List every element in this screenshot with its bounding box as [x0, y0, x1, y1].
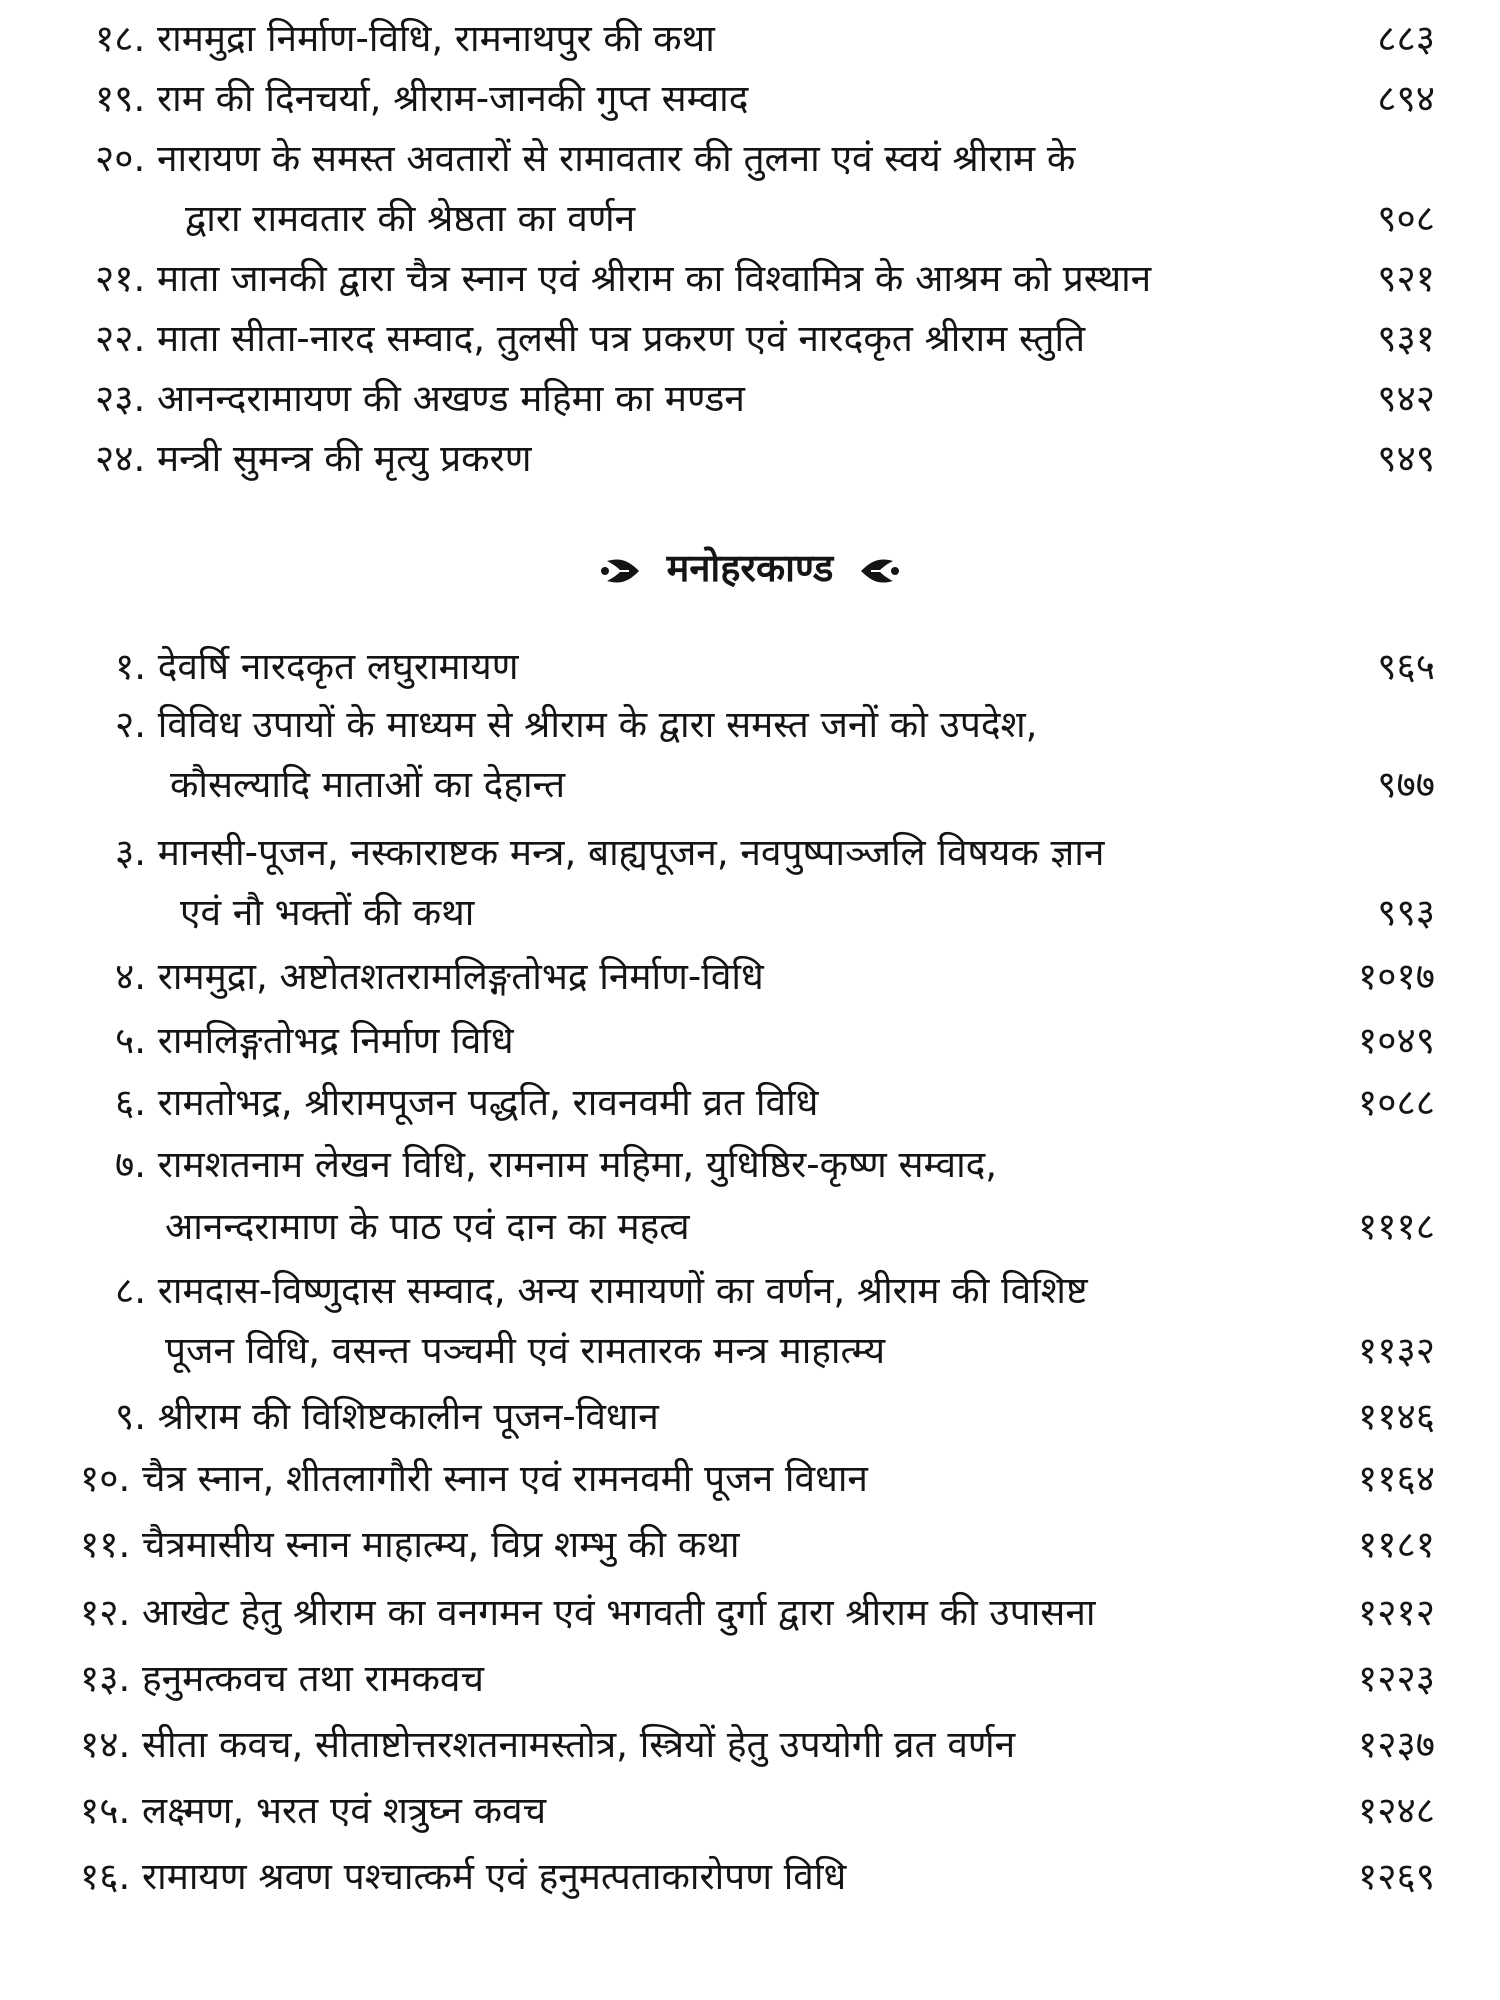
- toc-entry-page: १०१७: [1358, 955, 1435, 998]
- toc-entry-title: ६. रामतोभद्र, श्रीरामपूजन पद्धति, रावनवमी व्रत विधि: [115, 1081, 819, 1124]
- toc-entry-title: २. विविध उपायों के माध्यम से श्रीराम के द्वारा समस्त जनों को उपदेश,: [115, 703, 1038, 746]
- toc-entry-title: २०. नारायण के समस्त अवतारों से रामावतार की तुलना एवं स्वयं श्रीराम के: [95, 137, 1076, 180]
- ornament-left-icon: [599, 551, 643, 591]
- toc-entry-title: १०. चैत्र स्नान, शीतलागौरी स्नान एवं रामनवमी पूजन विधान: [80, 1457, 868, 1500]
- toc-entry-title: ३. मानसी-पूजन, नस्कारा‌ष्टक मन्त्र, बाह्यपूजन, नवपुष्पाञ्जलि विषयक ज्ञान: [115, 831, 1105, 874]
- toc-entry-title: १. देवर्षि नारदकृत लघुरामायण: [115, 645, 519, 688]
- toc-entry-page: ९२१: [1377, 257, 1435, 300]
- toc-entry-page: ८९४: [1377, 77, 1435, 120]
- toc-entry-page: ९७७: [1377, 763, 1435, 806]
- toc-entry-title: ११. चैत्रमासीय स्नान माहात्म्य, विप्र शम्भु की कथा: [80, 1523, 740, 1566]
- toc-entry-title: १६. रामायण श्रवण पश्चात्कर्म एवं हनुमत्पताकारोपण विधि: [80, 1855, 847, 1898]
- toc-entry-page: १२३७: [1358, 1723, 1435, 1766]
- toc-entry-page: ९४९: [1377, 437, 1435, 480]
- toc-entry-title: ७. रामशतनाम लेखन विधि, रामनाम महिमा, युधिष्ठिर-कृष्ण सम्वाद,: [115, 1143, 998, 1186]
- toc-entry-title: १८. राममुद्रा निर्माण-विधि, रामनाथपुर की कथा: [95, 17, 715, 60]
- toc-entry-page: ९०८: [1377, 197, 1435, 240]
- toc-entry-title-continued: द्वारा रामवतार की श्रेष्ठता का वर्णन: [185, 197, 636, 240]
- toc-entry-title: १३. हनुमत्कवच तथा रामकवच: [80, 1657, 484, 1700]
- toc-entry-title-continued: पूजन विधि, वसन्त पञ्चमी एवं रामतारक मन्त्र माहात्म्य: [165, 1329, 886, 1372]
- toc-entry-page: ९३१: [1377, 317, 1435, 360]
- toc-entry-title: २४. मन्त्री सुमन्त्र की मृत्यु प्रकरण: [95, 437, 532, 480]
- toc-entry-title-continued: कौसल्यादि माताओं का देहान्त: [170, 763, 566, 806]
- toc-entry-title: १५. लक्ष्मण, भरत एवं शत्रुघ्न कवच: [80, 1789, 547, 1832]
- toc-entry-title: ८. रामदास-विष्णुदास सम्वाद, अन्य रामायणों का वर्णन, श्रीराम की विशिष्ट: [115, 1269, 1088, 1312]
- toc-entry-page: ११८१: [1358, 1523, 1435, 1566]
- toc-entry-title: ९. श्रीराम की विशिष्टकालीन पूजन-विधान: [115, 1395, 659, 1438]
- section-heading: [0, 540, 1500, 596]
- toc-entry-page: ८८३: [1377, 17, 1435, 60]
- toc-entry-title: ५. रामलिङ्गतोभद्र निर्माण विधि: [115, 1019, 514, 1062]
- toc-entry-page: ११३२: [1358, 1329, 1435, 1372]
- toc-entry-page: ९४२: [1377, 377, 1435, 420]
- toc-entry-page: १०८८: [1358, 1081, 1435, 1124]
- toc-entry-title: १४. सीता कवच, सीताष्टोत्तरशतनामस्तोत्र, स्त्रियों हेतु उपयोगी व्रत वर्णन: [80, 1723, 1016, 1766]
- ornament-right-icon: [857, 551, 901, 591]
- toc-entry-page: १२६९: [1358, 1855, 1435, 1898]
- toc-entry-title-continued: आनन्दरामाण के पाठ एवं दान का महत्व: [165, 1205, 690, 1248]
- toc-entry-page: १११८: [1358, 1205, 1435, 1248]
- toc-entry-title: २३. आनन्दरामायण की अखण्ड महिमा का मण्डन: [95, 377, 745, 420]
- toc-entry-page: १२२३: [1358, 1657, 1435, 1700]
- toc-entry-title: २१. माता जानकी द्वारा चैत्र स्नान एवं श्रीराम का विश्वामित्र के आश्रम को प्रस्थान: [95, 257, 1152, 300]
- toc-entry-title: १९. राम की दिनचर्या, श्रीराम-जानकी गुप्त सम्वाद: [95, 77, 749, 120]
- toc-entry-title: २२. माता सीता-नारद सम्वाद, तुलसी पत्र प्रकरण एवं नारदकृत श्रीराम स्तुति: [95, 317, 1086, 360]
- toc-entry-title-continued: एवं नौ भक्तों की कथा: [180, 891, 475, 934]
- toc-entry-title: १२. आखेट हेतु श्रीराम का वनगमन एवं भगवती दुर्गा द्वारा श्रीराम की उपासना: [80, 1591, 1096, 1634]
- toc-entry-page: ११६४: [1358, 1457, 1435, 1500]
- toc-entry-page: ९९३: [1377, 891, 1435, 934]
- toc-entry-page: ११४६: [1358, 1395, 1435, 1438]
- toc-entry-title: ४. राममुद्रा, अष्टोतशतरामलिङ्गतोभद्र निर्माण-विधि: [115, 955, 764, 998]
- toc-entry-page: ९६५: [1377, 645, 1435, 688]
- toc-entry-page: १२४८: [1358, 1789, 1435, 1832]
- toc-entry-page: १०४९: [1358, 1019, 1435, 1062]
- toc-entry-page: १२१२: [1358, 1591, 1435, 1634]
- section-heading-text: मनोहरकाण्ड: [666, 546, 834, 590]
